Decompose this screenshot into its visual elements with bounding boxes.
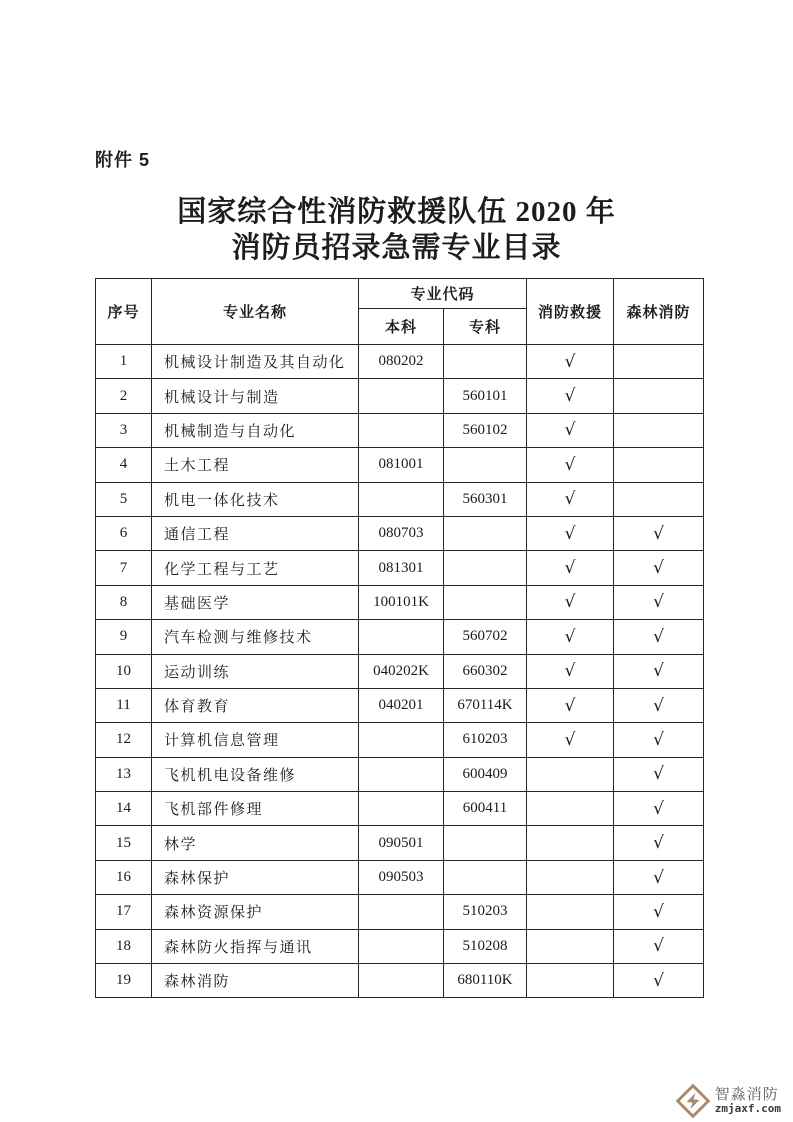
cell-major-name: 化学工程与工艺 (152, 551, 359, 585)
cell-major-name: 汽车检测与维修技术 (152, 620, 359, 654)
cell-fire-rescue-check: √ (527, 551, 614, 585)
cell-forest-fire-check: √ (614, 826, 704, 860)
cell-college-code: 510203 (444, 895, 527, 929)
cell-seq: 2 (96, 379, 152, 413)
watermark-text (715, 1087, 781, 1114)
cell-seq: 10 (96, 654, 152, 688)
table-row (96, 379, 704, 413)
cell-major-name: 机械设计与制造 (152, 379, 359, 413)
cell-undergrad-code: 090501 (359, 826, 444, 860)
cell-forest-fire-check: √ (614, 792, 704, 826)
header-forest-fire: 森林消防 (614, 279, 704, 345)
table-row (96, 929, 704, 963)
cell-college-code: 670114K (444, 688, 527, 722)
header-college: 专科 (444, 309, 527, 345)
cell-forest-fire-check: √ (614, 895, 704, 929)
cell-college-code: 610203 (444, 723, 527, 757)
cell-college-code: 560702 (444, 620, 527, 654)
cell-forest-fire-check (614, 379, 704, 413)
cell-forest-fire-check (614, 482, 704, 516)
cell-forest-fire-check: √ (614, 757, 704, 791)
cell-fire-rescue-check: √ (527, 379, 614, 413)
cell-college-code (444, 516, 527, 550)
cell-fire-rescue-check: √ (527, 654, 614, 688)
cell-major-name: 森林消防 (152, 964, 359, 998)
cell-seq: 15 (96, 826, 152, 860)
cell-fire-rescue-check: √ (527, 620, 614, 654)
cell-major-name: 计算机信息管理 (152, 723, 359, 757)
page-title-line1: 国家综合性消防救援队伍 2020 年 (177, 196, 616, 228)
table-row (96, 516, 704, 550)
cell-fire-rescue-check (527, 860, 614, 894)
header-seq: 序号 (96, 279, 152, 345)
cell-undergrad-code: 090503 (359, 860, 444, 894)
cell-seq: 1 (96, 345, 152, 379)
attachment-label: 附件 5 (95, 150, 151, 170)
cell-major-name: 飞机机电设备维修 (152, 757, 359, 791)
cell-major-name: 机电一体化技术 (152, 482, 359, 516)
cell-college-code: 560102 (444, 413, 527, 447)
cell-undergrad-code (359, 413, 444, 447)
cell-forest-fire-check: √ (614, 860, 704, 894)
cell-forest-fire-check (614, 345, 704, 379)
cell-major-name: 林学 (152, 826, 359, 860)
cell-college-code: 660302 (444, 654, 527, 688)
cell-college-code: 510208 (444, 929, 527, 963)
cell-fire-rescue-check: √ (527, 688, 614, 722)
cell-college-code (444, 585, 527, 619)
cell-major-name: 机械设计制造及其自动化 (152, 345, 359, 379)
cell-major-name: 机械制造与自动化 (152, 413, 359, 447)
cell-forest-fire-check: √ (614, 688, 704, 722)
cell-college-code (444, 345, 527, 379)
table-row (96, 620, 704, 654)
cell-major-name: 土木工程 (152, 448, 359, 482)
watermark-brand: 智淼消防 (714, 1086, 779, 1104)
cell-fire-rescue-check: √ (527, 723, 614, 757)
page-title-line2: 消防员招录急需专业目录 (231, 232, 562, 264)
cell-undergrad-code: 080703 (359, 516, 444, 550)
cell-undergrad-code (359, 757, 444, 791)
cell-college-code (444, 826, 527, 860)
cell-forest-fire-check: √ (614, 929, 704, 963)
header-major-code: 专业代码 (359, 279, 527, 309)
cell-college-code: 600409 (444, 757, 527, 791)
majors-table (95, 278, 704, 998)
cell-undergrad-code (359, 792, 444, 826)
cell-fire-rescue-check: √ (527, 482, 614, 516)
cell-fire-rescue-check (527, 792, 614, 826)
cell-undergrad-code (359, 964, 444, 998)
table-body (96, 345, 704, 998)
table-row (96, 654, 704, 688)
cell-forest-fire-check (614, 413, 704, 447)
cell-undergrad-code: 040201 (359, 688, 444, 722)
cell-major-name: 运动训练 (152, 654, 359, 688)
cell-fire-rescue-check: √ (527, 345, 614, 379)
cell-major-name: 飞机部件修理 (152, 792, 359, 826)
cell-forest-fire-check: √ (614, 620, 704, 654)
table-row (96, 551, 704, 585)
cell-fire-rescue-check (527, 964, 614, 998)
table-row (96, 723, 704, 757)
table-row (96, 792, 704, 826)
cell-undergrad-code: 040202K (359, 654, 444, 688)
cell-seq: 3 (96, 413, 152, 447)
cell-seq: 11 (96, 688, 152, 722)
table-row (96, 413, 704, 447)
cell-seq: 13 (96, 757, 152, 791)
cell-college-code: 680110K (444, 964, 527, 998)
header-major-name: 专业名称 (152, 279, 359, 345)
cell-major-name: 森林保护 (152, 860, 359, 894)
page-title (0, 194, 793, 266)
cell-college-code (444, 551, 527, 585)
cell-seq: 5 (96, 482, 152, 516)
table-row (96, 826, 704, 860)
cell-forest-fire-check: √ (614, 964, 704, 998)
cell-seq: 12 (96, 723, 152, 757)
cell-fire-rescue-check (527, 826, 614, 860)
cell-undergrad-code: 080202 (359, 345, 444, 379)
cell-seq: 7 (96, 551, 152, 585)
header-undergraduate: 本科 (359, 309, 444, 345)
cell-undergrad-code: 081301 (359, 551, 444, 585)
cell-forest-fire-check: √ (614, 516, 704, 550)
cell-college-code: 560101 (444, 379, 527, 413)
cell-seq: 19 (96, 964, 152, 998)
cell-seq: 14 (96, 792, 152, 826)
cell-undergrad-code (359, 723, 444, 757)
watermark-domain: zmjaxf.com (714, 1102, 781, 1116)
cell-undergrad-code (359, 895, 444, 929)
cell-seq: 18 (96, 929, 152, 963)
watermark (675, 1083, 781, 1119)
cell-major-name: 基础医学 (152, 585, 359, 619)
cell-undergrad-code (359, 379, 444, 413)
cell-fire-rescue-check (527, 757, 614, 791)
table-row (96, 345, 704, 379)
cell-major-name: 森林防火指挥与通讯 (152, 929, 359, 963)
cell-undergrad-code: 100101K (359, 585, 444, 619)
table-row (96, 964, 704, 998)
header-fire-rescue: 消防救援 (527, 279, 614, 345)
table-header (96, 279, 704, 345)
cell-forest-fire-check: √ (614, 723, 704, 757)
cell-forest-fire-check: √ (614, 551, 704, 585)
cell-college-code: 600411 (444, 792, 527, 826)
cell-seq: 4 (96, 448, 152, 482)
cell-seq: 17 (96, 895, 152, 929)
cell-college-code: 560301 (444, 482, 527, 516)
table-row (96, 585, 704, 619)
cell-college-code (444, 448, 527, 482)
cell-major-name: 通信工程 (152, 516, 359, 550)
cell-seq: 16 (96, 860, 152, 894)
table-row (96, 860, 704, 894)
cell-seq: 8 (96, 585, 152, 619)
zhimiao-logo-icon (675, 1083, 711, 1119)
cell-fire-rescue-check: √ (527, 413, 614, 447)
table-row (96, 688, 704, 722)
table-row (96, 482, 704, 516)
table-row (96, 895, 704, 929)
cell-seq: 6 (96, 516, 152, 550)
cell-fire-rescue-check (527, 895, 614, 929)
cell-major-name: 森林资源保护 (152, 895, 359, 929)
table-row (96, 757, 704, 791)
cell-fire-rescue-check: √ (527, 516, 614, 550)
cell-undergrad-code (359, 620, 444, 654)
cell-undergrad-code (359, 482, 444, 516)
cell-college-code (444, 860, 527, 894)
cell-seq: 9 (96, 620, 152, 654)
cell-fire-rescue-check (527, 929, 614, 963)
cell-major-name: 体育教育 (152, 688, 359, 722)
cell-undergrad-code: 081001 (359, 448, 444, 482)
cell-forest-fire-check (614, 448, 704, 482)
cell-fire-rescue-check: √ (527, 448, 614, 482)
cell-fire-rescue-check: √ (527, 585, 614, 619)
cell-forest-fire-check: √ (614, 585, 704, 619)
table-row (96, 448, 704, 482)
cell-undergrad-code (359, 929, 444, 963)
cell-forest-fire-check: √ (614, 654, 704, 688)
